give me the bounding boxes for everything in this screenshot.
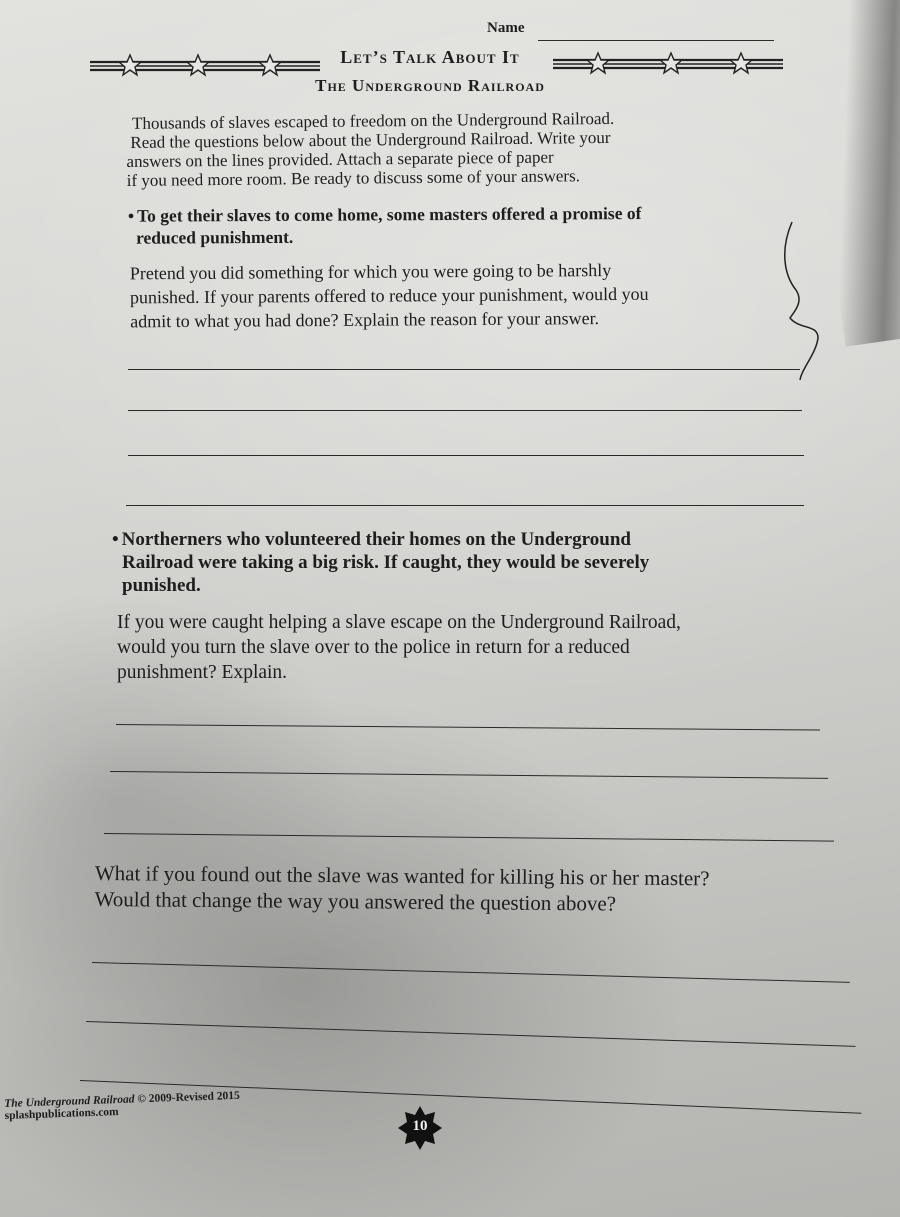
prompt-line: reduced punishment. [136,226,294,248]
section1-question [130,257,810,334]
instructions [126,107,763,190]
question-line: Pretend you did something for which you were going to be harshly [129,260,612,284]
prompt-line: punished. [122,575,201,596]
question-line: admit to what you had done? Explain the reason for your answer. [130,308,600,332]
section3-question [95,860,855,919]
copyright: © 2009-Revised 2015 [137,1089,241,1106]
instructions-line: if you need more room. Be ready to discuss some of your answers. [126,166,581,190]
website: splashpublications.com [4,1106,119,1122]
star-icon [187,55,209,75]
pencil-bracket-mark [760,220,840,390]
footer-credit [4,1090,240,1122]
question-line: would you turn the slave over to the police in return for a reduced [117,637,630,658]
answer-line[interactable] [104,833,834,842]
star-icon [259,55,281,75]
star-icon [587,53,609,73]
worksheet-subtitle: The Underground Railroad [315,76,545,95]
answer-line[interactable] [128,410,802,411]
prompt-line: To get their slaves to come home, some masters offered a promise of [137,203,642,226]
worksheet-title: Let’s Talk About It [340,47,520,67]
name-answer-line[interactable] [538,40,774,41]
prompt-line: Railroad were taking a big risk. If caught, they would be severely [122,552,650,573]
question-line: If you were caught helping a slave escape on the Underground Railroad, [117,612,681,633]
star-icon [730,53,752,73]
answer-line[interactable] [116,724,820,731]
answer-line[interactable] [126,505,804,506]
answer-line[interactable] [86,1021,856,1047]
star-icon [660,53,682,73]
section1-prompt [128,201,778,248]
answer-line[interactable] [110,771,828,779]
star-icon [119,55,141,75]
prompt-line: Northerners who volunteered their homes on the Underground [121,529,631,550]
name-label: Name [487,20,525,36]
bullet-icon: • [127,205,135,226]
star-banner-right [553,50,783,76]
answer-line[interactable] [128,455,804,456]
question-line: punishment? Explain. [117,662,288,683]
book-title: The Underground Railroad [4,1093,135,1110]
star-banner-left [90,52,320,78]
page-number: 10 [412,1118,428,1134]
instructions-line: answers on the lines provided. Attach a separate piece of paper [126,147,554,171]
answer-line[interactable] [92,962,850,983]
answer-line[interactable] [128,369,800,370]
instructions-line: Read the questions below about the Underground Railroad. Write your [130,127,611,152]
bullet-icon: • [112,529,119,550]
section2-question [117,610,817,685]
question-line: What if you found out the slave was wanted for killing his or her master? [94,860,710,891]
instructions-line: Thousands of slaves escaped to freedom on the Underground Railroad. [131,108,615,133]
question-line: punished. If your parents offered to reduce your punishment, would you [129,283,649,308]
section2-prompt [112,528,792,597]
question-line: Would that change the way you answered the question above? [94,886,617,916]
